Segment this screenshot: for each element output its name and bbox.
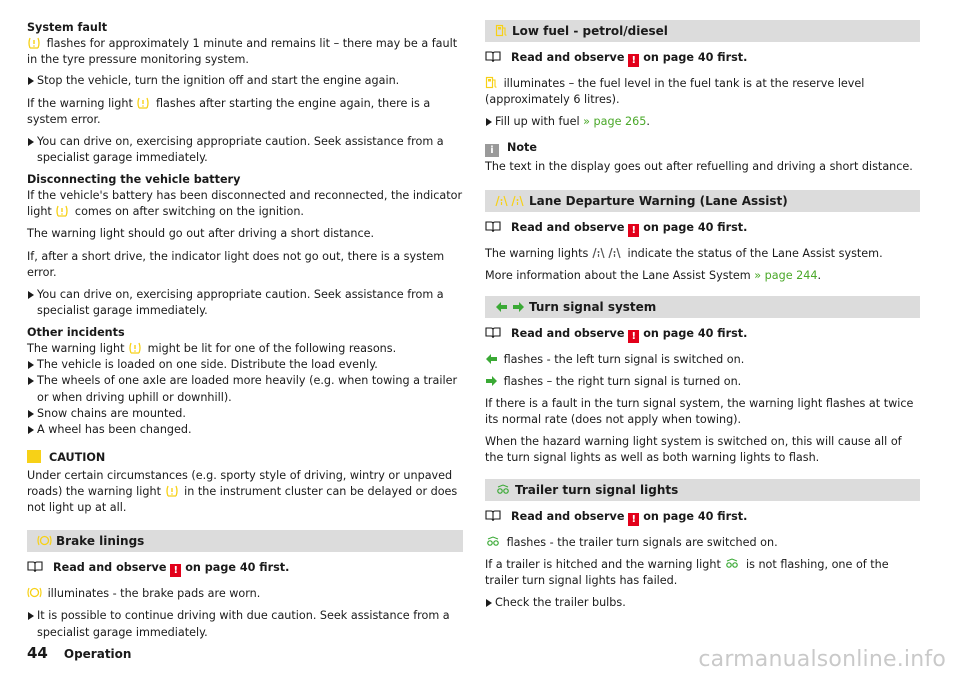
fuel-reserve-icon <box>495 24 508 37</box>
tyre-pressure-icon <box>55 205 69 217</box>
text-span: If a trailer is hitched and the warning light <box>485 557 721 571</box>
section-title: Trailer turn signal lights <box>515 482 679 497</box>
brake-paragraph <box>27 586 463 602</box>
trailer-turn-signal-icon <box>485 536 501 548</box>
text-span: Fill up with fuel <box>495 115 580 129</box>
disconnecting-block <box>27 172 463 220</box>
section-title: Lane Departure Warning (Lane Assist) <box>529 193 788 208</box>
text-span: illuminates – the fuel level in the fuel tank is at the reserve level (approximately 6 litres). <box>485 77 865 107</box>
trailer-paragraph <box>485 557 920 589</box>
disconnecting-title: Disconnecting the vehicle battery <box>27 173 241 186</box>
read-text: Read and observe <box>511 326 625 340</box>
turn-paragraph <box>485 374 920 390</box>
page-reference[interactable]: on page 40 first. <box>185 561 290 575</box>
text-span: might be lit for one of the following reasons. <box>147 342 397 356</box>
turn-paragraph: When the hazard warning light system is switched on, this will cause all of the turn signal lights as well as both warning lights to flash. <box>485 435 902 465</box>
text-span: Under certain circumstances (e.g. sporty style of driving, wintry or unpaved roads) the warning light <box>27 468 453 498</box>
disconnecting-paragraph: The warning light should go out after driving a short distance. <box>27 227 375 241</box>
note-icon: i <box>485 144 499 157</box>
list-item: Snow chains are mounted. <box>27 406 463 422</box>
text-span: The warning lights <box>485 246 589 260</box>
read-text: Read and observe <box>53 561 167 575</box>
section-trailer-turn-signal <box>485 479 920 501</box>
section-title: Turn signal system <box>529 299 657 314</box>
list-item: The vehicle is loaded on one side. Distribute the load evenly. <box>27 357 463 373</box>
tyre-pressure-icon <box>165 485 179 497</box>
list-item: You can drive on, exercising appropriate caution. Seek assistance from a specialist garage immediately. <box>27 287 463 319</box>
page-reference[interactable]: on page 40 first. <box>643 509 748 523</box>
text-span: flashes after starting the engine again, there is a system error. <box>27 96 431 126</box>
text-span: comes on after switching on the ignition. <box>74 205 304 219</box>
section-low-fuel <box>485 20 920 42</box>
turn-right-arrow-icon <box>485 375 498 387</box>
page-reference[interactable]: on page 40 first. <box>643 51 748 64</box>
low-fuel-paragraph <box>485 76 920 108</box>
caution-icon <box>27 450 41 463</box>
disconnecting-paragraph: If, after a short drive, the indicator light does not go out, there is a system error. <box>27 249 445 279</box>
turn-paragraph: If there is a fault in the turn signal system, the warning light flashes at twice its normal rate (does not apply when towing). <box>485 397 914 427</box>
trailer-turn-signal-icon <box>495 484 511 496</box>
turn-left-arrow-icon <box>495 301 508 313</box>
list-item: The wheels of one axle are loaded more heavily (e.g. when towing a trailer or when driving uphill or downhill). <box>27 373 463 405</box>
text-span: If the vehicle's battery has been disconnected and reconnected, the indicator light <box>27 189 463 219</box>
note-heading-row <box>485 140 920 157</box>
right-column <box>485 20 920 611</box>
read-and-observe <box>485 509 920 527</box>
text-span: More information about the Lane Assist System <box>485 268 751 282</box>
section-brake-linings <box>27 530 463 552</box>
lane-assist-icon <box>495 195 525 207</box>
page-reference[interactable]: on page 40 first. <box>643 326 748 340</box>
book-icon <box>485 51 501 68</box>
book-icon <box>485 327 501 344</box>
text-span: . <box>646 115 650 129</box>
other-incidents-title: Other incidents <box>27 326 125 339</box>
section-lane-assist <box>485 190 920 212</box>
read-text: Read and observe <box>511 220 625 234</box>
text-span: indicate the status of the Lane Assist system. <box>627 246 883 260</box>
caution-heading: CAUTION <box>49 450 106 464</box>
warning-icon: ! <box>628 54 639 67</box>
text-span: in the instrument cluster can be delayed or does not light up at all. <box>27 485 458 515</box>
text-span: illuminates - the brake pads are worn. <box>47 587 261 601</box>
page-link[interactable]: » page 265 <box>583 115 647 129</box>
turn-left-arrow-icon <box>485 353 498 365</box>
caution-text <box>27 468 463 516</box>
lane-paragraph <box>485 268 920 284</box>
warning-icon: ! <box>628 224 639 237</box>
brake-linings-icon <box>27 586 42 599</box>
page-link[interactable]: » page 244 <box>754 268 818 282</box>
trailer-paragraph <box>485 535 920 551</box>
section-title: Brake linings <box>56 534 145 549</box>
page-footer <box>27 643 131 665</box>
list-item: A wheel has been changed. <box>27 422 463 438</box>
turn-right-arrow-icon <box>512 301 525 313</box>
section-title: Low fuel - petrol/diesel <box>512 24 668 38</box>
text-span: If the warning light <box>27 96 133 110</box>
note-block <box>485 140 920 175</box>
caution-block <box>27 450 463 516</box>
watermark: carmanualsonline.info <box>698 647 946 672</box>
system-fault-paragraph <box>27 96 463 128</box>
trailer-turn-signal-icon <box>724 558 740 570</box>
note-heading: Note <box>507 141 537 155</box>
read-and-observe <box>485 220 920 238</box>
list-item <box>485 114 920 130</box>
system-fault-text: flashes for approximately 1 minute and remains lit – there may be a fault in the tyre pressure monitoring system. <box>27 37 458 67</box>
lane-assist-icon <box>592 247 622 259</box>
turn-paragraph <box>485 352 920 368</box>
other-incidents-block <box>27 325 463 357</box>
caution-heading-row <box>27 450 463 466</box>
tyre-pressure-icon <box>136 97 150 109</box>
text-span: flashes - the trailer turn signals are switched on. <box>506 535 778 549</box>
read-and-observe <box>485 50 920 68</box>
read-and-observe <box>485 326 920 344</box>
section-label: Operation <box>63 647 132 661</box>
list-item: Stop the vehicle, turn the ignition off and start the engine again. <box>27 73 463 89</box>
tyre-pressure-icon <box>128 342 142 354</box>
note-text: The text in the display goes out after refuelling and driving a short distance. <box>485 160 913 174</box>
book-icon <box>485 221 501 238</box>
warning-icon: ! <box>170 564 181 577</box>
brake-linings-icon <box>37 534 52 547</box>
book-icon <box>485 510 501 527</box>
text-span: flashes – the right turn signal is turned on. <box>503 374 742 388</box>
read-text: Read and observe <box>511 509 625 523</box>
warning-icon: ! <box>628 330 639 343</box>
system-fault-block <box>27 20 463 68</box>
fuel-reserve-icon <box>485 76 498 89</box>
read-and-observe <box>27 560 463 578</box>
system-fault-title: System fault <box>27 21 108 34</box>
page-number: 44 <box>27 644 48 662</box>
lane-paragraph <box>485 246 920 262</box>
section-turn-signal <box>485 296 920 318</box>
warning-icon: ! <box>628 513 639 526</box>
text-span: flashes - the left turn signal is switched on. <box>503 352 745 366</box>
page-reference[interactable]: on page 40 first. <box>643 220 748 234</box>
read-text: Read and observe <box>511 51 625 64</box>
book-icon <box>27 561 43 578</box>
text-span: The warning light <box>27 342 125 356</box>
list-item: Check the trailer bulbs. <box>485 595 920 611</box>
list-item: You can drive on, exercising appropriate caution. Seek assistance from a specialist garage immediately. <box>27 134 463 166</box>
list-item: It is possible to continue driving with due caution. Seek assistance from a specialist garage immediately. <box>27 608 463 640</box>
text-span: is not flashing, one of the trailer turn signal lights has failed. <box>485 557 889 587</box>
tyre-pressure-icon <box>27 37 41 49</box>
text-span: . <box>817 268 822 282</box>
left-column <box>27 20 463 641</box>
